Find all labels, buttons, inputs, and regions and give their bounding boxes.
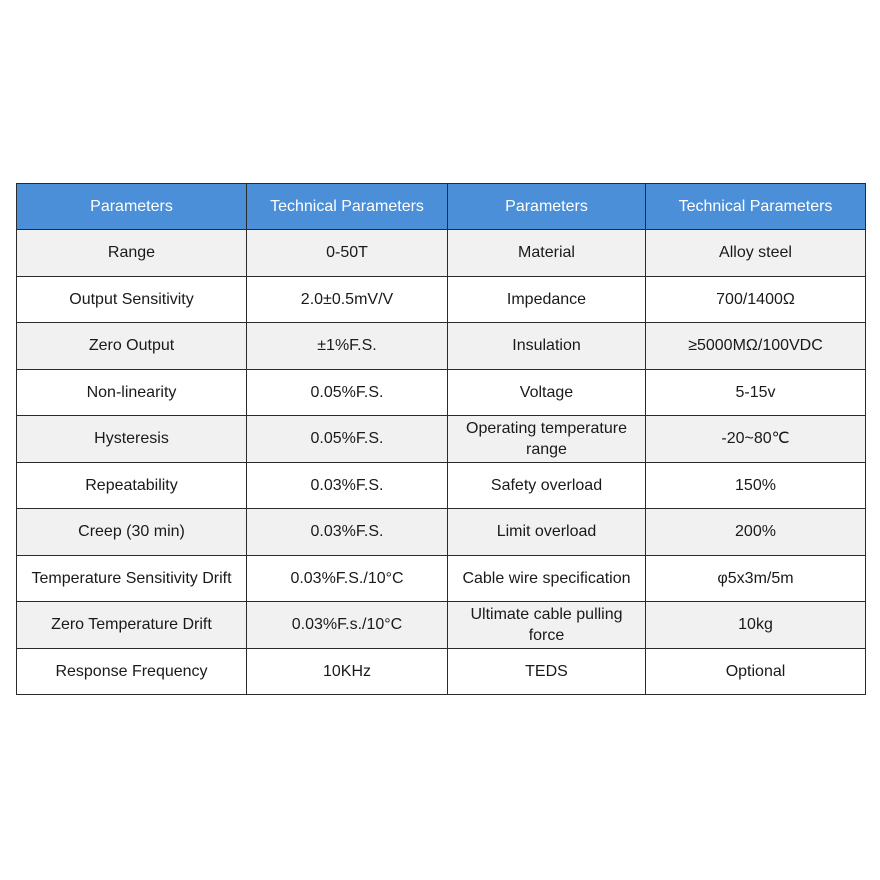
parameter-value: -20~80℃ [646, 416, 866, 463]
parameter-name: Material [448, 230, 646, 277]
parameter-name: Ultimate cable pulling force [448, 602, 646, 649]
parameter-value: 10KHz [247, 648, 448, 695]
parameter-value: 0.03%F.S. [247, 509, 448, 556]
parameter-name: Operating temperature range [448, 416, 646, 463]
spec-table-body [17, 230, 866, 695]
parameter-value: 0.03%F.S. [247, 462, 448, 509]
parameter-value: 0.05%F.S. [247, 416, 448, 463]
parameter-value: 700/1400Ω [646, 276, 866, 323]
parameter-value: 0.03%F.s./10°C [247, 602, 448, 649]
parameter-value: ±1%F.S. [247, 323, 448, 370]
parameter-name: Limit overload [448, 509, 646, 556]
parameter-name: Zero Temperature Drift [17, 602, 247, 649]
table-row [17, 230, 866, 277]
parameter-value: 0.03%F.S./10°C [247, 555, 448, 602]
table-row [17, 555, 866, 602]
table-row [17, 276, 866, 323]
parameter-name: Response Frequency [17, 648, 247, 695]
parameter-value: 0.05%F.S. [247, 369, 448, 416]
table-row [17, 369, 866, 416]
parameter-value: 150% [646, 462, 866, 509]
parameter-name: Range [17, 230, 247, 277]
header-parameters-left: Parameters [17, 184, 247, 230]
parameter-name: Insulation [448, 323, 646, 370]
parameter-name: Output Sensitivity [17, 276, 247, 323]
parameter-name: Hysteresis [17, 416, 247, 463]
parameter-name: Impedance [448, 276, 646, 323]
parameter-value: ≥5000MΩ/100VDC [646, 323, 866, 370]
header-technical-parameters-left: Technical Parameters [247, 184, 448, 230]
parameter-value: Optional [646, 648, 866, 695]
table-row [17, 602, 866, 649]
parameter-name: TEDS [448, 648, 646, 695]
parameter-name: Repeatability [17, 462, 247, 509]
header-parameters-right: Parameters [448, 184, 646, 230]
table-row [17, 509, 866, 556]
table-row [17, 416, 866, 463]
spec-table-header [17, 184, 866, 230]
parameter-name: Voltage [448, 369, 646, 416]
parameter-value: 10kg [646, 602, 866, 649]
parameter-value: 2.0±0.5mV/V [247, 276, 448, 323]
parameter-name: Creep (30 min) [17, 509, 247, 556]
parameter-name: Safety overload [448, 462, 646, 509]
table-row [17, 323, 866, 370]
parameter-name: Zero Output [17, 323, 247, 370]
header-technical-parameters-right: Technical Parameters [646, 184, 866, 230]
table-row [17, 462, 866, 509]
parameter-name: Temperature Sensitivity Drift [17, 555, 247, 602]
parameter-value: φ5x3m/5m [646, 555, 866, 602]
spec-table [16, 183, 866, 695]
table-row [17, 648, 866, 695]
parameter-value: 0-50T [247, 230, 448, 277]
parameter-name: Non-linearity [17, 369, 247, 416]
parameter-value: 5-15v [646, 369, 866, 416]
parameter-name: Cable wire specification [448, 555, 646, 602]
parameter-value: 200% [646, 509, 866, 556]
header-row [17, 184, 866, 230]
parameter-value: Alloy steel [646, 230, 866, 277]
